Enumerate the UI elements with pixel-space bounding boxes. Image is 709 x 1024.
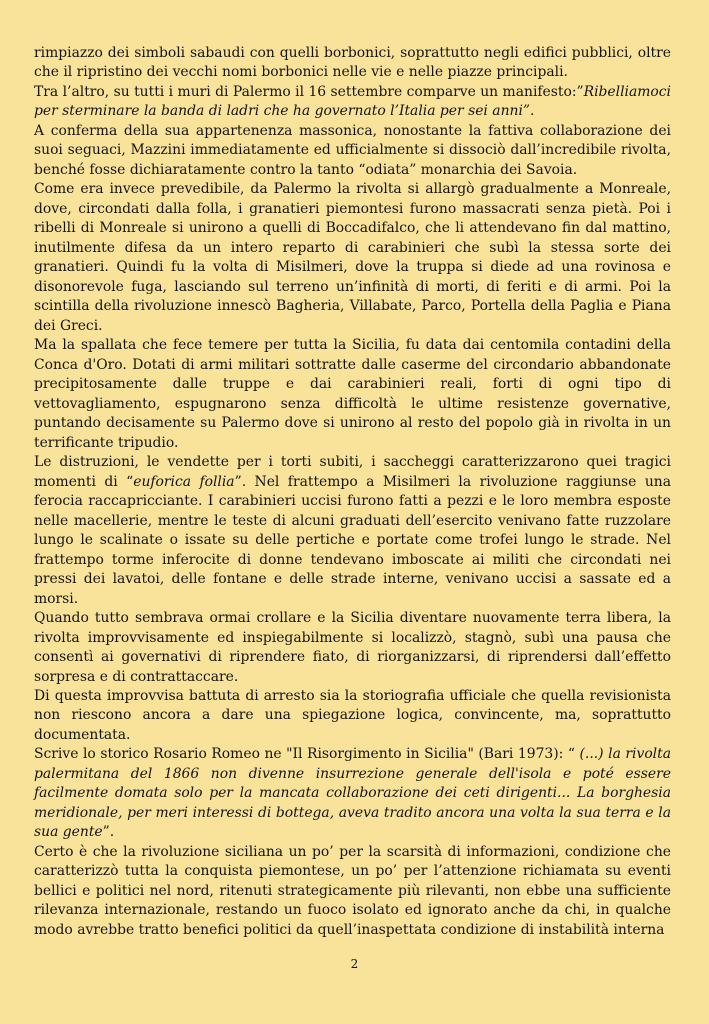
text-run: Di questa improvvisa battuta di arresto sia la storiografia ufficiale che quella revisionista non riescono ancora a dare una spiegazione logica, convincente, ma, soprattutto documentata. <box>34 687 671 743</box>
paragraph <box>34 44 671 83</box>
text-run: Ma la spallata che fece temere per tutta la Sicilia, fu data dai centomila contadini della Conca d'Oro. Dotati di armi militari sottratte dalle caserme del circondario abbandonate precipitosamente dalle truppe e dai carabinieri reali, forti di ogni tipo di vettovagliamento, espugnarono senza difficoltà le ultime resistenze governative, puntando decisamente su Palermo dove si unirono al resto del popolo già in rivolta in un terrificante tripudio. <box>34 337 671 451</box>
text-run: Quando tutto sembrava ormai crollare e la Sicilia diventare nuovamente terra libera, la rivolta improvvisamente ed inspiegabilmente si localizzò, stagnò, subì una pausa che consentì ai governativi di riprendere fiato, di riorganizzarsi, di riprendersi dall’effetto sorpresa e di contrattaccare. <box>34 610 671 685</box>
italic-text: (...) la rivolta palermitana del 1866 non divenne insurrezione generale dell'isola e poté essere facilmente domata solo per la mancata collaborazione dei ceti dirigenti... La borghesia meridionale, per meri interessi di bottega, aveva tradito ancora una volta la sua terra e la sua gente <box>34 746 671 841</box>
text-run: Scrive lo storico Rosario Romeo ne "Il Risorgimento in Sicilia" (Bari 1973): “ <box>34 746 580 763</box>
paragraph <box>34 609 671 687</box>
text-run: ”. <box>102 824 115 841</box>
paragraph <box>34 453 671 609</box>
body-text <box>34 44 671 940</box>
paragraph <box>34 843 671 940</box>
text-run: rimpiazzo dei simboli sabaudi con quelli borbonici, soprattutto negli edifici pubblici, oltre che il ripristino dei vecchi nomi borbonici nelle vie e nelle piazze principali. <box>34 45 671 81</box>
paragraph <box>34 687 671 745</box>
page-number: 2 <box>350 957 359 971</box>
text-run: Come era invece prevedibile, da Palermo la rivolta si allargò gradualmente a Monreale, dove, circondati dalla folla, i granatieri piemontesi furono massacrati senza pietà. Poi i ribelli di Monreale si unirono a quelli di Boccadifalco, che li attendevano fin dal mattino, inutilmente difesa da un intero reparto di carabinieri che subì la stessa sorte dei granatieri. Quindi fu la volta di Misilmeri, dove la truppa si diede ad una rovinosa e disonorevole fuga, lasciando sul terreno un’infinità di morti, di feriti e di armi. Poi la scintilla della rivoluzione innescò Bagheria, Villabate, Parco, Portella della Paglia e Piana dei Greci. <box>34 181 671 334</box>
paragraph <box>34 180 671 336</box>
paragraph <box>34 122 671 180</box>
text-run: Certo è che la rivoluzione siciliana un po’ per la scarsità di informazioni, condizione che caratterizzò tutta la conquista piemontese, un po’ per l’attenzione richiamata su eventi bellici e politici nel nord, ritenuti strategicamente più rilevanti, non ebbe una sufficiente rilevanza internazionale, restando un fuoco isolato ed ignorato anche da chi, in qualche modo avrebbe tratto benefici politici da quell’inaspettata condizione di instabilità interna <box>34 843 671 938</box>
text-run: Tra l’altro, su tutti i muri di Palermo il 16 settembre comparve un manifesto:” <box>34 83 584 100</box>
text-run: Le distruzioni, le vendette per i torti subiti, i saccheggi caratterizzarono quei tragici momenti di “ <box>34 454 671 490</box>
paragraph <box>34 336 671 453</box>
paragraph <box>34 745 671 842</box>
italic-text: euforica follia <box>133 473 235 490</box>
text-run: ”. Nel frattempo a Misilmeri la rivoluzione raggiunse una ferocia raccapricciante. I carabinieri uccisi furono fatti a pezzi e le loro membra esposte nelle macellerie, mentre le teste di alcuni graduati dell’esercito venivano fatte ruzzolare lungo le scalinate o issate su delle pertiche e portate come trofei lungo le strade. Nel frattempo torme inferocite di donne tendevano imboscate ai militi che circondati nei pressi dei lavatoi, delle fontane e delle strade interne, venivano uccisi a sassate ed a morsi. <box>34 473 672 607</box>
italic-text: Ribelliamoci per sterminare la banda di ladri che ha governato l’Italia per sei anni”. <box>34 83 671 120</box>
text-run: A conferma della sua appartenenza massonica, nonostante la fattiva collaborazione dei suoi seguaci, Mazzini immediatamente ed ufficialmente si dissociò dall’incredibile rivolta, benché fosse dichiaratamente contro la tanto “odiata” monarchia dei Savoia. <box>34 122 671 178</box>
paragraph <box>34 83 671 122</box>
